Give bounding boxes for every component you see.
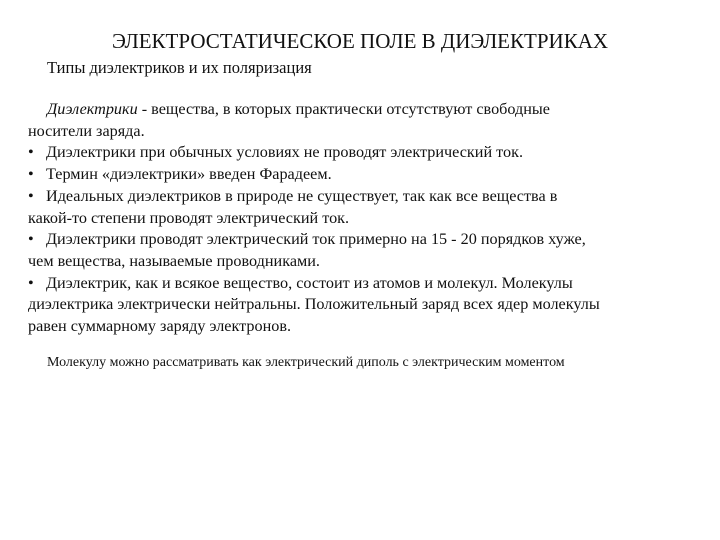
bullet-continuation: равен суммарному заряду электронов.: [28, 317, 292, 336]
bullet-item: [28, 273, 688, 295]
bullet-mark: •: [28, 273, 34, 292]
bullet-item: [28, 186, 688, 208]
bullet-continuation: какой-то степени проводят электрический ток.: [28, 208, 350, 227]
bullet-item: [28, 229, 688, 251]
definition-line-2: носители заряда.: [28, 121, 145, 140]
bullet-mark: •: [28, 186, 34, 205]
bullet-item: [28, 164, 688, 186]
bullet-continuation: чем вещества, называемые проводниками.: [28, 251, 320, 270]
bullet-mark: •: [28, 230, 34, 249]
bullet-text: Термин «диэлектрики» введен Фарадеем.: [46, 165, 332, 184]
bullet-text: Идеальных диэлектриков в природе не существует, так как все вещества в: [46, 186, 558, 205]
dipole-note: Молекулу можно рассматривать как электрический диполь с электрическим моментом: [47, 355, 565, 370]
bullet-text: Диэлектрики при обычных условиях не проводят электрический ток.: [46, 143, 524, 162]
bullet-text: Диэлектрик, как и всякое вещество, состоит из атомов и молекул. Молекулы: [46, 273, 573, 292]
bullet-continuation: диэлектрика электрически нейтральны. Положительный заряд всех ядер молекулы: [28, 295, 600, 314]
definition-line-1: [28, 99, 688, 121]
bullet-mark: •: [28, 143, 34, 162]
slide-body: [28, 99, 688, 338]
bullet-text: Диэлектрики проводят электрический ток примерно на 15 - 20 порядков хуже,: [46, 230, 586, 249]
slide-subtitle: Типы диэлектриков и их поляризация: [47, 58, 312, 77]
slide-title: ЭЛЕКТРОСТАТИЧЕСКОЕ ПОЛЕ В ДИЭЛЕКТРИКАХ: [111, 29, 609, 53]
bullet-mark: •: [28, 165, 34, 184]
definition-text: вещества, в которых практически отсутствуют свободные: [147, 100, 550, 118]
bullet-item: [28, 142, 688, 164]
definition-term: Диэлектрики -: [47, 100, 148, 118]
